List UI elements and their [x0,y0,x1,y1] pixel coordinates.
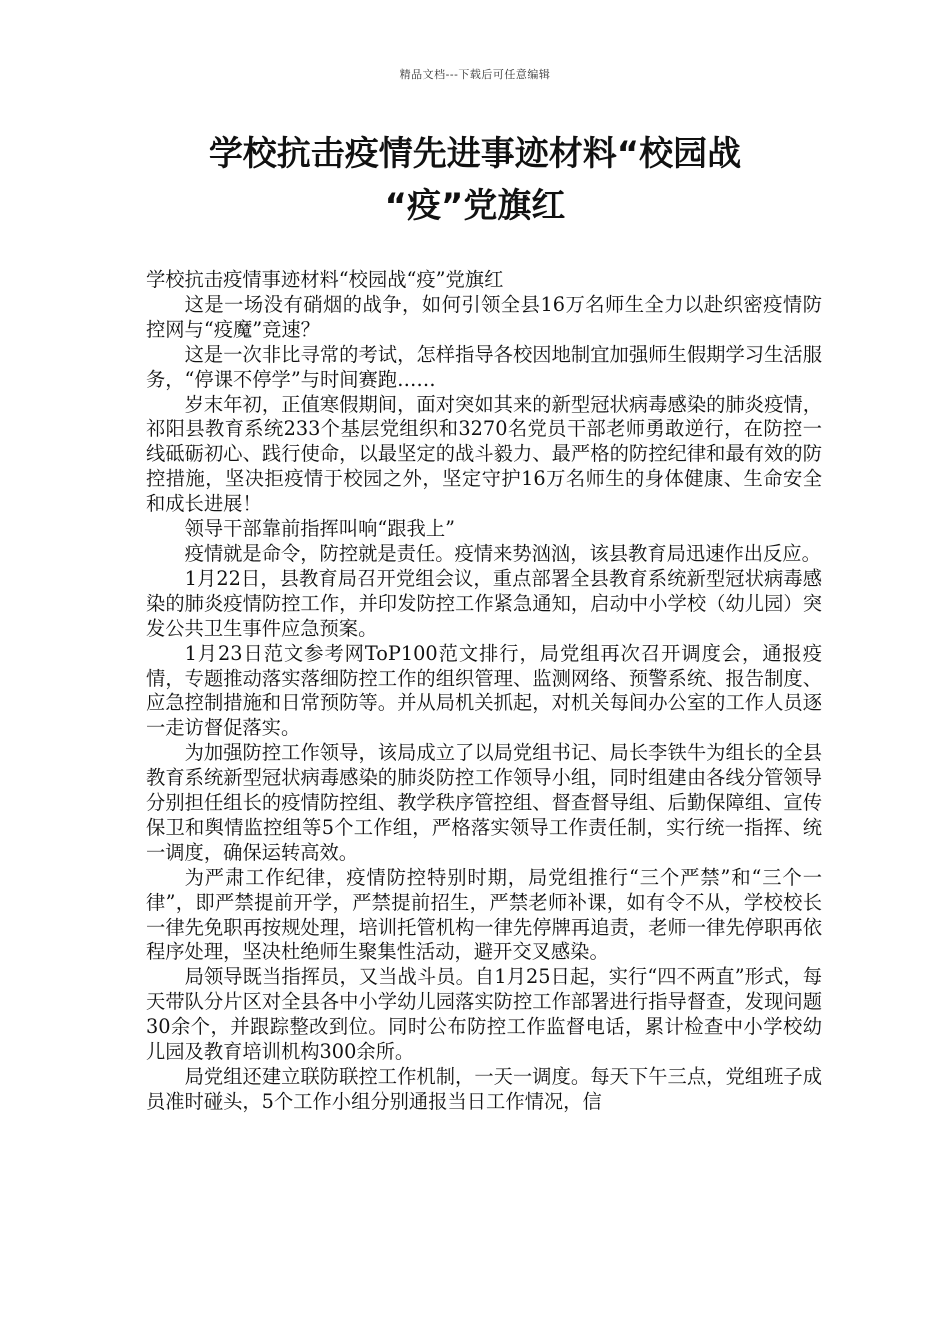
body-paragraph: 局党组还建立联防联控工作机制，一天一调度。每天下午三点，党组班子成员准时碰头，5个工作小组分别通报当日工作情况，信 [146,1065,822,1113]
document-title [140,128,810,232]
body-paragraph: 为严肃工作纪律，疫情防控特别时期，局党组推行“三个严禁”和“三个一律”，即严禁提前开学，严禁提前招生，严禁老师补课，如有令不从，学校校长一律先免职再按规处理，培训托管机构一律先停牌再追责，老师一律先停职再依程序处理，坚决杜绝师生聚集性活动，避开交叉感染。 [146,865,822,964]
body-paragraph: 岁末年初，正值寒假期间，面对突如其来的新型冠状病毒感染的肺炎疫情，祁阳县教育系统233个基层党组织和3270名党员干部老师勇敢逆行，在防控一线砥砺初心、践行使命，以最坚定的战斗毅力、最严格的防控纪律和最有效的防控措施，坚决拒疫情于校园之外，坚定守护16万名师生的身体健康、生命安全和成长进展！ [146,392,822,516]
body-paragraph: 1月23日范文参考网ToP100范文排行，局党组再次召开调度会，通报疫情，专题推动落实落细防控工作的组织管理、监测网络、预警系统、报告制度、应急控制措施和日常预防等。并从局机关抓起，对机关每间办公室的工作人员逐一走访督促落实。 [146,641,822,740]
document-body [146,268,822,1115]
body-paragraph: 1月22日，县教育局召开党组会议，重点部署全县教育系统新型冠状病毒感染的肺炎疫情防控工作，并印发防控工作紧急通知，启动中小学校（幼儿园）突发公共卫生事件应急预案。 [146,566,822,640]
body-paragraph-subtitle: 学校抗击疫情事迹材料“校园战“疫”党旗红 [146,268,504,291]
document-title-line-2: “疫”党旗红 [384,186,566,226]
section-heading: 领导干部靠前指挥叫响“跟我上” [184,517,455,541]
body-paragraph: 局领导既当指挥员，又当战斗员。自1月25日起，实行“四不两直”形式，每天带队分片区对全县各中小学幼儿园落实防控工作部署进行指导督查，发现问题30余个，并跟踪整改到位。同时公布防控工作监督电话，累计检查中小学校幼儿园及教育培训机构300余所。 [146,965,822,1064]
page-header: 精品文档---下载后可任意编辑 [399,68,551,81]
body-paragraph: 疫情就是命令，防控就是责任。疫情来势汹汹，该县教育局迅速作出反应。 [184,541,821,565]
body-paragraph: 这是一场没有硝烟的战争，如何引领全县16万名师生全力以赴织密疫情防控网与“疫魔”竞速？ [146,292,822,341]
body-paragraph: 这是一次非比寻常的考试，怎样指导各校因地制宜加强师生假期学习生活服务，“停课不停学”与时间赛跑…… [146,342,822,391]
body-paragraph: 为加强防控工作领导，该局成立了以局党组书记、局长李铁牛为组长的全县教育系统新型冠状病毒感染的肺炎防控工作领导小组，同时组建由各线分管领导分别担任组长的疫情防控组、教学秩序管控组、督查督导组、后勤保障组、宣传保卫和舆情监控组等5个工作组，严格落实领导工作责任制，实行统一指挥、统一调度，确保运转高效。 [146,741,822,864]
document-title-line-1: 学校抗击疫情先进事迹材料“校园战 [208,134,742,174]
